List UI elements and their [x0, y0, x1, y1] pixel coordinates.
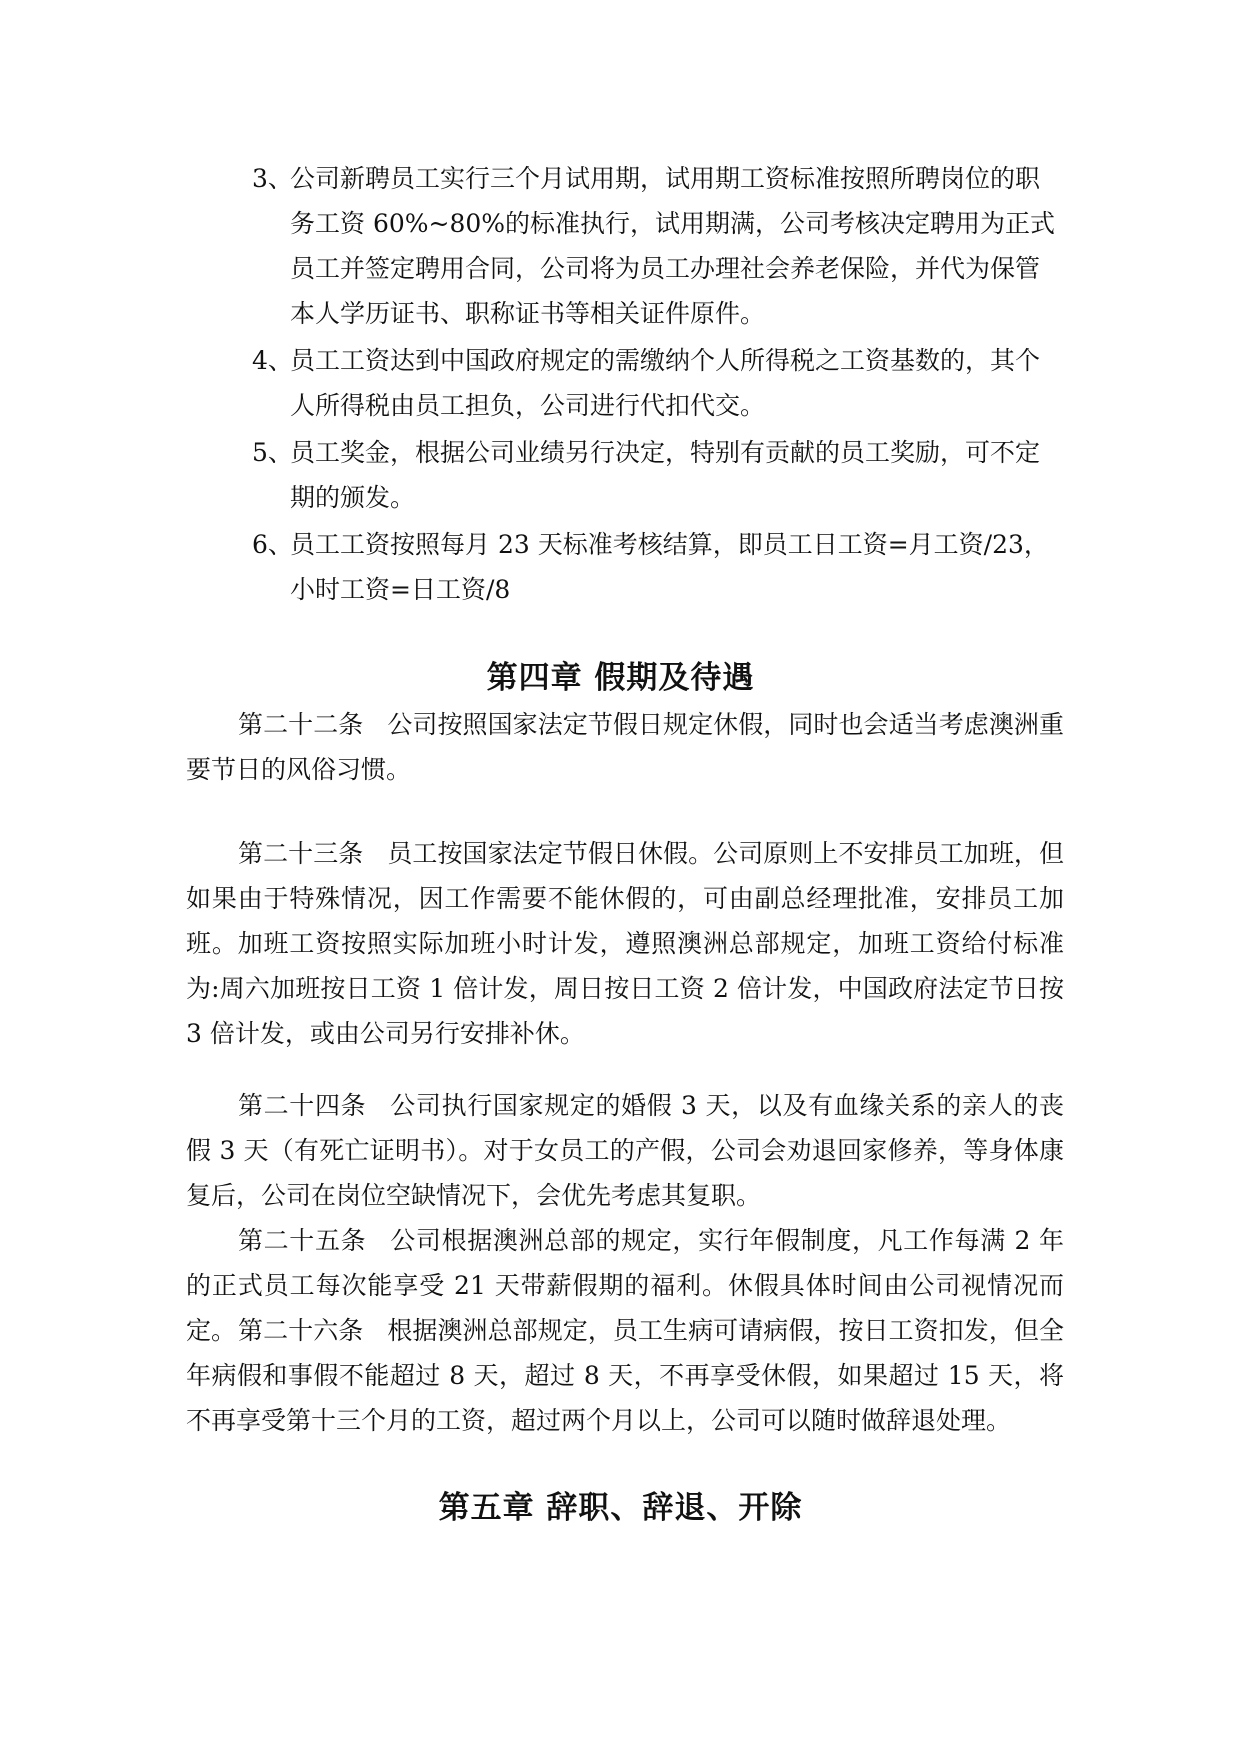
salary-rules-list: [252, 156, 1060, 614]
item-text: 员工工资按照每月 23 天标准考核结算，即员工日工资=月工资/23，小时工资=日工资/8: [290, 530, 1049, 604]
item-number: 5、: [252, 438, 293, 467]
list-item: [252, 338, 1060, 428]
article-text: 公司执行国家规定的婚假 3 天，以及有血缘关系的亲人的丧假 3 天（有死亡证明书）。对于女员工的产假，公司会劝退回家修养，等身体康复后，公司在岗位空缺情况下，会优先考虑其复职。: [186, 1091, 1064, 1210]
article-label: 第二十四条: [238, 1091, 367, 1120]
article-26: [186, 1308, 1064, 1443]
article-text: 根据澳洲总部规定，员工生病可请病假，按日工资扣发，但全年病假和事假不能超过 8 天，超过 8 天，不再享受休假，如果超过 15 天，将不再享受第十三个月的工资，超过两个月以上，公司可以随时做辞退处理。: [186, 1316, 1064, 1435]
item-text: 员工工资达到中国政府规定的需缴纳个人所得税之工资基数的，其个人所得税由员工担负，公司进行代扣代交。: [290, 346, 1041, 420]
item-text: 员工奖金，根据公司业绩另行决定，特别有贡献的员工奖励，可不定期的颁发。: [290, 438, 1041, 512]
article-text: 公司按照国家法定节假日规定休假，同时也会适当考虑澳洲重要节日的风俗习惯。: [186, 710, 1064, 784]
list-item: [252, 156, 1060, 336]
article-label: 第二十五条: [238, 1226, 367, 1255]
list-item: [252, 430, 1060, 520]
article-24: [186, 1083, 1064, 1218]
article-text: 公司根据澳洲总部的规定，实行年假制度，凡工作每满 2 年的正式员工每次能享受 21 天带薪假期的福利。休假具体时间由公司视情况而定。: [186, 1226, 1064, 1345]
article-text: 员工按国家法定节假日休假。公司原则上不安排员工加班，但如果由于特殊情况，因工作需要不能休假的，可由副总经理批准，安排员工加班。加班工资按照实际加班小时计发，遵照澳洲总部规定，加班工资给付标准为:周六加班按日工资 1 倍计发，周日按日工资 2 倍计发，中国政府法定节日按 3 倍计发，或由公司另行安排补休。: [186, 839, 1064, 1048]
article-label: 第二十六条: [238, 1316, 364, 1345]
item-text: 公司新聘员工实行三个月试用期，试用期工资标准按照所聘岗位的职务工资 60%~80%的标准执行，试用期满，公司考核决定聘用为正式员工并签定聘用合同，公司将为员工办理社会养老保险，并代为保管本人学历证书、职称证书等相关证件原件。: [290, 164, 1056, 328]
item-number: 4、: [252, 346, 293, 375]
article-label: 第二十二条: [238, 710, 364, 739]
chapter-5-heading: 第五章 辞职、辞退、开除: [438, 1490, 803, 1526]
article-22: [186, 702, 1064, 792]
article-23: [186, 831, 1064, 1056]
article-label: 第二十三条: [238, 839, 364, 868]
item-number: 6、: [252, 530, 293, 559]
chapter-4-heading: 第四章 假期及待遇: [486, 660, 755, 696]
item-number: 3、: [252, 164, 293, 193]
list-item: [252, 522, 1060, 612]
